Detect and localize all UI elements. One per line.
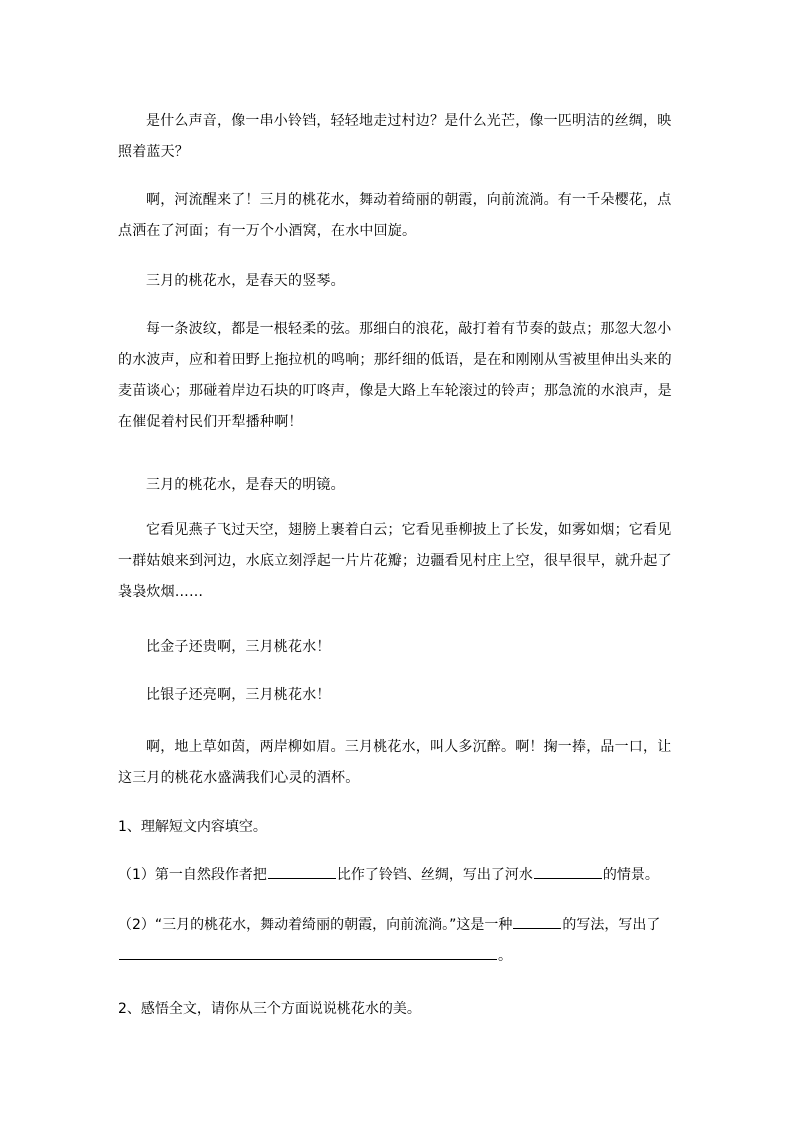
paragraph-4: 每一条波纹，都是一根轻柔的弦。那细白的浪花，敲打着有节奏的鼓点；那忽大忽小的水波声，应和着田野上拖拉机的鸣响；那纤细的低语，是在和刚刚从雪被里伸出头来的麦苗谈心；那碰着岸边石块的叮咚声，像是大路上车轮滚过的铃声；那急流的水浪声，是在催促着村民们开犁播种啊！ bbox=[118, 321, 672, 430]
paragraph-8: 比银子还亮啊，三月桃花水！ bbox=[146, 687, 331, 703]
question-1-2-text-c: 。 bbox=[498, 948, 512, 964]
paragraph-5: 三月的桃花水，是春天的明镜。 bbox=[146, 477, 345, 493]
question-1-2 bbox=[118, 910, 678, 972]
paragraph-2: 啊，河流醒来了！三月的桃花水，舞动着绮丽的朝霞，向前流淌。有一千朵樱花，点点洒在了河面；有一万个小酒窝，在水中回旋。 bbox=[118, 192, 672, 239]
question-2-title: 2、感悟全文，请你从三个方面说说桃花水的美。 bbox=[118, 1001, 421, 1017]
question-1-2-text-b: 的写法，写出了 bbox=[562, 917, 661, 933]
question-1-2-text-a: （2）“三月的桃花水，舞动着绮丽的朝霞，向前流淌。”这是一种 bbox=[118, 917, 513, 933]
paragraph-9: 啊，地上草如茵，两岸柳如眉。三月桃花水，叫人多沉醉。啊！掬一捧，品一口，让这三月的桃花水盛满我们心灵的酒杯。 bbox=[118, 739, 672, 786]
question-1-1-text-a: （1）第一自然段作者把 bbox=[118, 867, 267, 883]
paragraph-3: 三月的桃花水，是春天的竖琴。 bbox=[146, 273, 345, 289]
answer-blank-1[interactable] bbox=[268, 864, 336, 879]
answer-blank-3[interactable] bbox=[513, 914, 561, 929]
question-1-1-text-c: 的情景。 bbox=[602, 867, 659, 883]
answer-blank-2[interactable] bbox=[534, 864, 602, 879]
question-1-1 bbox=[118, 860, 678, 891]
paragraph-7: 比金子还贵啊，三月桃花水！ bbox=[146, 639, 331, 655]
answer-blank-4[interactable] bbox=[119, 945, 497, 960]
question-1-title: 1、理解短文内容填空。 bbox=[118, 819, 267, 835]
paragraph-1: 是什么声音，像一串小铃铛，轻轻地走过村边？是什么光芒，像一匹明洁的丝绸，映照着蓝天？ bbox=[118, 113, 672, 160]
question-1-1-text-b: 比作了铃铛、丝绸，写出了河水 bbox=[336, 867, 533, 883]
paragraph-6: 它看见燕子飞过天空，翅膀上裹着白云；它看见垂柳披上了长发，如雾如烟；它看见一群姑娘来到河边，水底立刻浮起一片片花瓣；边疆看见村庄上空，很早很早，就升起了袅袅炊烟…… bbox=[118, 522, 672, 600]
